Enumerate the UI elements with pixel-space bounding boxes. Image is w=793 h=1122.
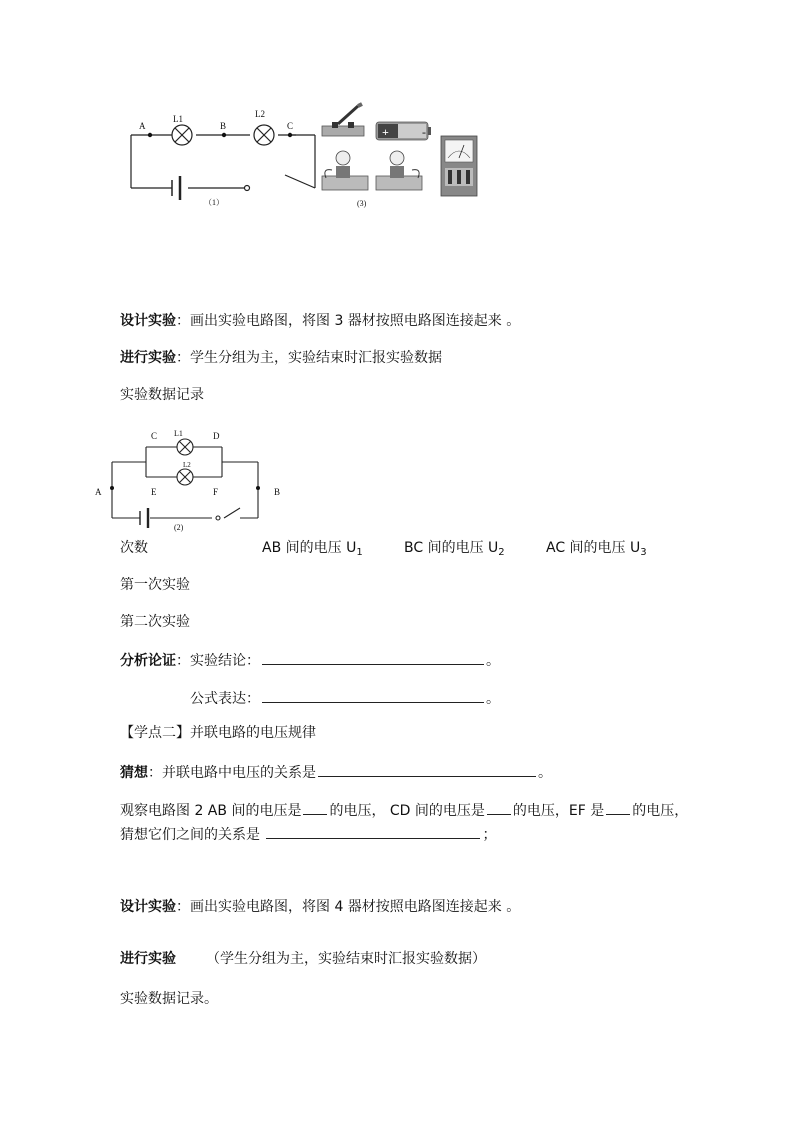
- node-label-c: C: [151, 431, 158, 441]
- design-experiment-line-2: [120, 897, 520, 917]
- svg-text:+: +: [382, 125, 389, 139]
- analysis-conclusion-line: 分析论证：实验结论： 。: [120, 650, 500, 671]
- node-label-a: A: [139, 121, 146, 131]
- voltmeter-icon: [441, 136, 477, 196]
- node-label-b: B: [220, 121, 227, 131]
- conclusion-label: ：实验结论：: [176, 653, 260, 669]
- formula-line: 公式表达： 。: [190, 688, 500, 709]
- svg-text:-: -: [422, 125, 426, 139]
- figure3-caption: (3): [357, 199, 367, 208]
- node-label-f: F: [213, 487, 219, 497]
- table-row-first: 第一次实验: [120, 577, 190, 593]
- ef-voltage-blank[interactable]: [606, 800, 630, 815]
- table-row-second: 第二次实验: [120, 614, 190, 630]
- conduct-text: ：学生分组为主，实验结束时汇报实验数据: [176, 350, 442, 366]
- formula-label: 公式表达：: [190, 691, 260, 707]
- bulb-holder-icon: [322, 151, 368, 190]
- parallel-circuit-diagram: [90, 425, 300, 535]
- figure1-caption: （1）: [204, 198, 224, 207]
- cd-voltage-blank[interactable]: [487, 800, 511, 815]
- table-header-bc: BC 间的电压 $U_2$: [404, 540, 505, 558]
- design-label: 设计实验: [120, 313, 176, 329]
- node-label-b: B: [274, 487, 281, 497]
- table-header-count: 次数: [120, 540, 148, 556]
- node-label-a: A: [95, 487, 102, 497]
- observe-line: 观察电路图 2 AB 间的电压是 的电压， CD 间的电压是 的电压，EF 是 的电压，: [120, 800, 688, 821]
- conduct-text: （学生分组为主，实验结束时汇报实验数据）: [206, 951, 486, 967]
- node-label-d: D: [213, 431, 220, 441]
- design-label: 设计实验: [120, 899, 176, 915]
- table-header-ac: AC 间的电压 $U_3$: [546, 540, 647, 558]
- lamp-label-l1: L1: [174, 429, 183, 438]
- knife-switch-icon: [322, 104, 364, 136]
- section2-heading: 【学点二】并联电路的电压规律: [120, 725, 316, 741]
- formula-blank[interactable]: [262, 688, 484, 703]
- conduct-experiment-line-2: [120, 949, 486, 969]
- conclusion-blank[interactable]: [262, 650, 484, 665]
- guess-line: 猜想：并联电路中电压的关系是 。: [120, 762, 552, 783]
- guess-blank[interactable]: [318, 762, 536, 777]
- record-title-2: 实验数据记录。: [120, 991, 218, 1007]
- lamp-label-l2: L2: [183, 461, 191, 469]
- battery-icon: [376, 122, 431, 140]
- guess-label: 猜想: [120, 765, 148, 781]
- relation-line: 猜想它们之间的关系是 ；: [120, 824, 496, 845]
- lamp-label-l1: L1: [173, 114, 183, 124]
- lamp-label-l2: L2: [255, 109, 265, 119]
- table-header-ab: AB 间的电压 $U_1$: [262, 540, 363, 558]
- ab-voltage-blank[interactable]: [303, 800, 327, 815]
- record-title: 实验数据记录: [120, 387, 204, 403]
- design-experiment-line: [120, 311, 520, 331]
- conduct-experiment-line: [120, 348, 442, 368]
- node-label-c: C: [287, 121, 294, 131]
- conduct-label: 进行实验: [120, 350, 176, 366]
- series-circuit-diagram: [120, 100, 500, 220]
- figure2-caption: (2): [174, 523, 184, 532]
- analysis-label: 分析论证: [120, 653, 176, 669]
- bulb-holder-icon: [376, 151, 422, 190]
- guess-text: ：并联电路中电压的关系是: [148, 765, 316, 781]
- node-label-e: E: [151, 487, 157, 497]
- design-text: ：画出实验电路图，将图 4 器材按照电路图连接起来 。: [176, 899, 521, 915]
- relation-blank[interactable]: [266, 824, 480, 839]
- conduct-label: 进行实验: [120, 951, 176, 967]
- design-text: ：画出实验电路图，将图 3 器材按照电路图连接起来 。: [176, 313, 521, 329]
